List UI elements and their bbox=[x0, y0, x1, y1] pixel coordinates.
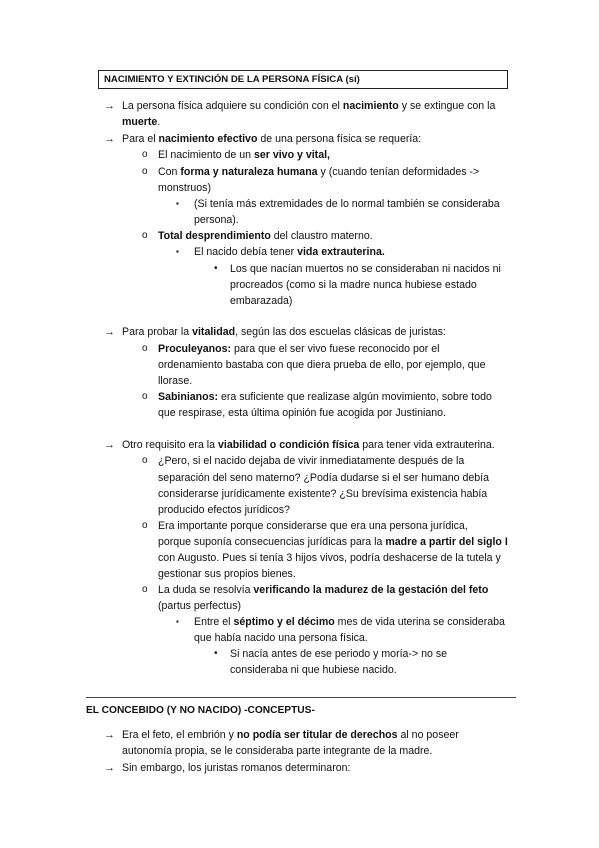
paragraph-line: Era el feto, el embrión y no podía ser titular de derechos al no poseer bbox=[122, 729, 459, 741]
paragraph-line: La persona física adquiere su condición con el nacimiento y se extingue con la bbox=[122, 100, 496, 112]
sub-list-item: El nacido debía tener vida extrauterina. bbox=[194, 246, 385, 258]
section-title: NACIMIENTO Y EXTINCIÓN DE LA PERSONA FÍSICA (sí) bbox=[98, 70, 508, 89]
circle-bullet: o bbox=[142, 520, 148, 531]
list-item-continuation: que respirase, esta última opinión fue acogida por Justiniano. bbox=[158, 407, 446, 419]
arrow-bullet: → bbox=[104, 729, 115, 741]
list-item-continuation: porque suponía consecuencias jurídicas para la madre a partir del siglo I bbox=[158, 536, 508, 548]
arrow-bullet: → bbox=[104, 326, 115, 338]
list-item-continuation: producido efectos jurídicos? bbox=[158, 504, 290, 516]
paragraph-line: Sin embargo, los juristas romanos determinaron: bbox=[122, 762, 351, 774]
sub-sub-list-item: Los que nacían muertos no se consideraban ni nacidos ni bbox=[230, 263, 501, 275]
list-item: La duda se resolvía verificando la madurez de la gestación del feto bbox=[158, 584, 489, 596]
sub-list-item-continuation: que había nacido una persona física. bbox=[194, 632, 368, 644]
list-item-continuation: gestionar sus propios bienes. bbox=[158, 568, 296, 580]
sub-sub-list-item-continuation: procreados (como si la madre nunca hubiese estado bbox=[230, 279, 477, 291]
paragraph-line: Otro requisito era la viabilidad o condición física para tener vida extrauterina. bbox=[122, 439, 495, 451]
section-heading: EL CONCEBIDO (Y NO NACIDO) -CONCEPTUS- bbox=[86, 705, 315, 716]
arrow-bullet: → bbox=[104, 133, 115, 145]
circle-bullet: o bbox=[142, 166, 148, 177]
list-item-continuation: considerarse jurídicamente existente? ¿Su brevísima existencia había bbox=[158, 488, 488, 500]
circle-bullet: o bbox=[142, 343, 148, 354]
dot-bullet: • bbox=[214, 648, 218, 659]
sub-sub-list-item: Si nacía antes de ese periodo y moría-> no se bbox=[230, 648, 448, 660]
list-item-continuation: con Augusto. Pues si tenía 3 hijos vivos, podría deshacerse de la tutela y bbox=[158, 552, 501, 564]
list-item: Con forma y naturaleza humana y (cuando tenían deformidades -> bbox=[158, 166, 480, 178]
list-item-continuation: llorase. bbox=[158, 375, 193, 387]
list-item: El nacimiento de un ser vivo y vital, bbox=[158, 149, 330, 161]
sub-list-item: Entre el séptimo y el décimo mes de vida uterina se consideraba bbox=[194, 616, 505, 628]
list-item: Total desprendimiento del claustro materno. bbox=[158, 230, 373, 242]
circle-bullet: o bbox=[142, 149, 148, 160]
circle-bullet: o bbox=[142, 391, 148, 402]
square-bullet: ▪ bbox=[176, 247, 179, 256]
square-bullet: ▪ bbox=[176, 617, 179, 626]
list-item-continuation: monstruos) bbox=[158, 182, 211, 194]
circle-bullet: o bbox=[142, 455, 148, 466]
list-item: Proculeyanos: para que el ser vivo fuese reconocido por el bbox=[158, 343, 440, 355]
square-bullet: ▪ bbox=[176, 199, 179, 208]
arrow-bullet: → bbox=[104, 100, 115, 112]
list-item-continuation: separación del seno materno? ¿Podía dudarse si el ser humano debía bbox=[158, 472, 489, 484]
paragraph-line: Para el nacimiento efectivo de una persona física se requería: bbox=[122, 133, 422, 145]
sub-list-item: (Si tenía más extremidades de lo normal también se consideraba bbox=[194, 198, 500, 210]
list-item-continuation: (partus perfectus) bbox=[158, 600, 242, 612]
arrow-bullet: → bbox=[104, 762, 115, 774]
arrow-bullet: → bbox=[104, 439, 115, 451]
circle-bullet: o bbox=[142, 230, 148, 241]
paragraph-line: muerte. bbox=[122, 116, 161, 128]
sub-sub-list-item-continuation: consideraba ni que hubiese nacido. bbox=[230, 664, 397, 676]
dot-bullet: • bbox=[214, 263, 218, 274]
circle-bullet: o bbox=[142, 584, 148, 595]
list-item-continuation: ordenamiento bastaba con que diera prueba de ello, por ejemplo, que bbox=[158, 359, 486, 371]
horizontal-divider bbox=[86, 697, 516, 698]
list-item: ¿Pero, si el nacido dejaba de vivir inmediatamente después de la bbox=[158, 455, 465, 467]
list-item: Sabinianos: era suficiente que realizase algún movimiento, sobre todo bbox=[158, 391, 492, 403]
paragraph-line: autonomía propia, se le consideraba parte integrante de la madre. bbox=[122, 745, 433, 757]
paragraph-line: Para probar la vitalidad, según las dos escuelas clásicas de juristas: bbox=[122, 326, 446, 338]
sub-list-item-continuation: persona). bbox=[194, 214, 239, 226]
sub-sub-list-item-continuation: embarazada) bbox=[230, 295, 293, 307]
list-item: Era importante porque considerarse que era una persona jurídica, bbox=[158, 520, 468, 532]
